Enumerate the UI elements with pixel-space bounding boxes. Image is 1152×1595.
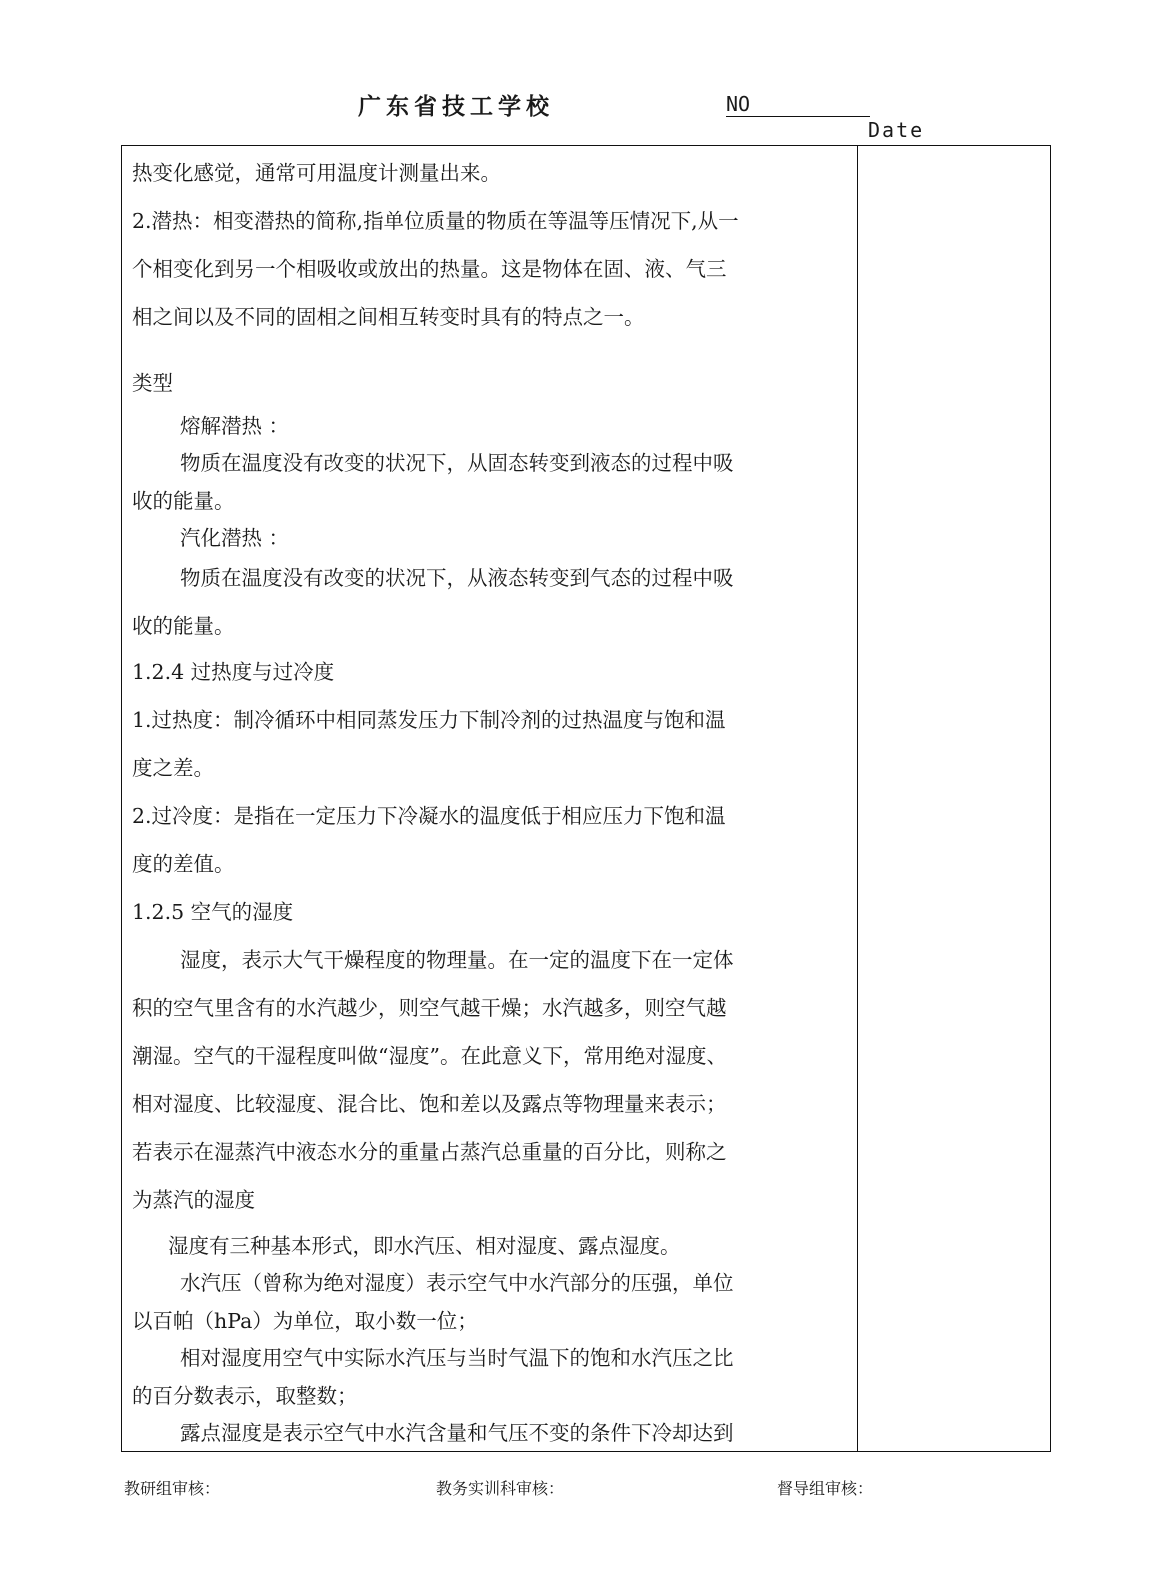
text-line: 若表示在湿蒸汽中液态水分的重量占蒸汽总重量的百分比，则称之 — [132, 1140, 727, 1164]
text-line: 潮湿。空气的干湿程度叫做“湿度”。在此意义下，常用绝对湿度、 — [132, 1044, 727, 1068]
school-title: 广东省技工学校 — [358, 93, 554, 120]
text-line: 以百帕（hPa）为单位，取小数一位； — [132, 1309, 478, 1333]
text-line: 为蒸汽的湿度 — [132, 1188, 255, 1212]
text-line: 相之间以及不同的固相之间相互转变时具有的特点之一。 — [132, 305, 645, 329]
text-line: 度之差。 — [132, 756, 214, 780]
text-line: 积的空气里含有的水汽越少，则空气越干燥；水汽越多，则空气越 — [132, 996, 727, 1020]
section-heading: 1.2.4 过热度与过冷度 — [132, 660, 335, 684]
text-line: 湿度，表示大气干燥程度的物理量。在一定的温度下在一定体 — [180, 948, 734, 972]
column-divider — [857, 146, 858, 1451]
section-heading: 1.2.5 空气的湿度 — [132, 900, 294, 924]
text-line: 的百分数表示，取整数； — [132, 1384, 358, 1408]
footer-supervision-review: 督导组审核： — [777, 1479, 874, 1498]
footer-research-review: 教研组审核： — [124, 1479, 221, 1498]
number-underline — [726, 116, 870, 117]
text-line: 相对湿度、比较湿度、混合比、饱和差以及露点等物理量来表示； — [132, 1092, 727, 1116]
text-line: 热变化感觉，通常可用温度计测量出来。 — [132, 161, 501, 185]
number-label: NO — [726, 92, 751, 116]
text-line: 收的能量。 — [132, 489, 235, 513]
footer-training-review: 教务实训科审核： — [436, 1479, 565, 1498]
text-line: 2.潜热：相变潜热的简称,指单位质量的物质在等温等压情况下,从一 — [132, 209, 739, 233]
lesson-table — [121, 145, 1051, 1452]
text-line: 物质在温度没有改变的状况下，从固态转变到液态的过程中吸 — [180, 451, 734, 475]
text-line: 露点湿度是表示空气中水汽含量和气压不变的条件下冷却达到 — [180, 1421, 734, 1445]
text-line: 1.过热度：制冷循环中相同蒸发压力下制冷剂的过热温度与饱和温 — [132, 708, 726, 732]
text-line: 水汽压（曾称为绝对湿度）表示空气中水汽部分的压强，单位 — [180, 1271, 734, 1295]
text-line: 度的差值。 — [132, 852, 235, 876]
text-line: 湿度有三种基本形式，即水汽压、相对湿度、露点湿度。 — [168, 1234, 681, 1258]
text-line: 个相变化到另一个相吸收或放出的热量。这是物体在固、液、气三 — [132, 257, 727, 281]
text-line: 汽化潜热 ： — [180, 526, 290, 550]
text-line: 收的能量。 — [132, 614, 235, 638]
text-line: 2.过冷度：是指在一定压力下冷凝水的温度低于相应压力下饱和温 — [132, 804, 726, 828]
text-line: 相对湿度用空气中实际水汽压与当时气温下的饱和水汽压之比 — [180, 1346, 734, 1370]
section-heading: 类型 — [132, 371, 173, 395]
text-line: 熔解潜热 ： — [180, 414, 290, 438]
date-label: Date — [868, 118, 925, 142]
text-line: 物质在温度没有改变的状况下，从液态转变到气态的过程中吸 — [180, 566, 734, 590]
